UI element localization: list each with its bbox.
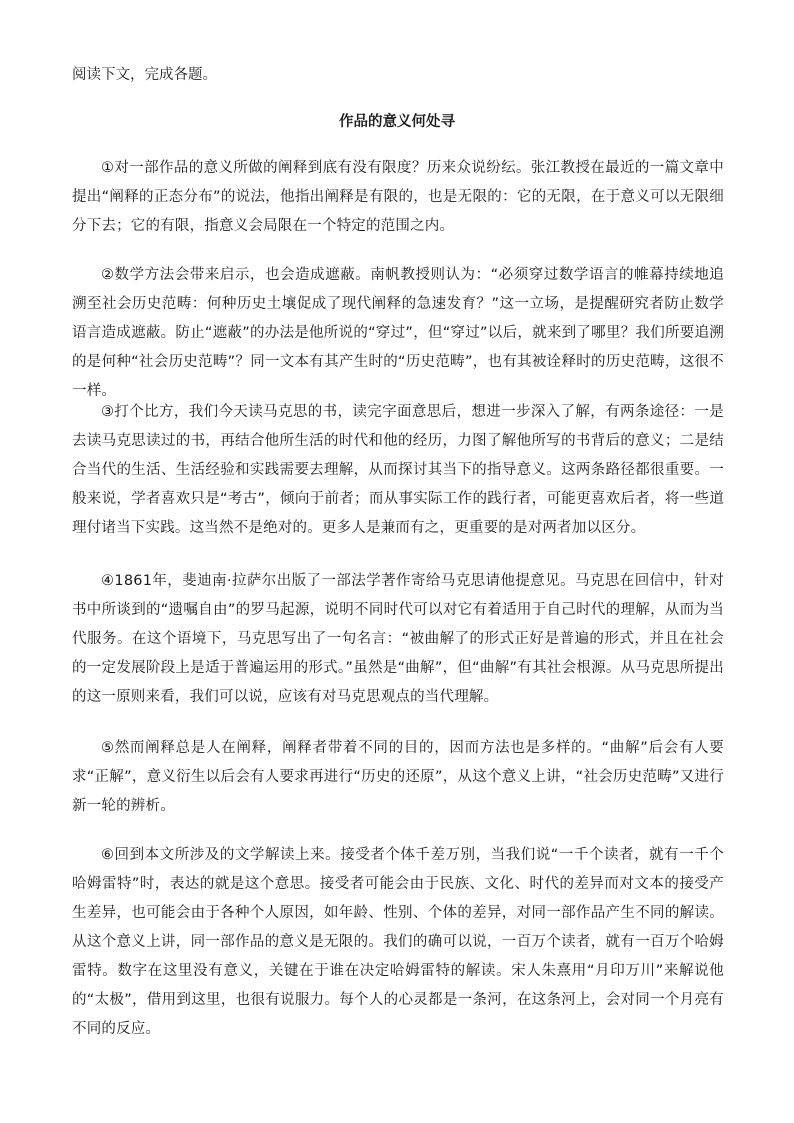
article-title: 作品的意义何处寻 bbox=[339, 114, 455, 130]
paragraph-3: ③打个比方，我们今天读马克思的书，读完字面意思后，想进一步深入了解，有两条途径：一是去读马克思读过的书，再结合他所生活的时代和他的经历，力图了解他所写的书背后的意义；二是结合当代的生活、生活经验和实践需要去理解，从而探讨其当下的指导意义。这两条路径都很重要。一般来说，学者喜欢只是“考古”，倾向于前者；而从事实际工作的践行者，可能更喜欢后者，将一些道理付诸当下实践。这当然不是绝对的。更多人是兼而有之，更重要的是对两者加以区分。 bbox=[72, 404, 724, 536]
paragraph-2: ②数学方法会带来启示，也会造成遮蔽。南帆教授则认为：“必须穿过数学语言的帷幕持续地追溯至社会历史范畴：何种历史土壤促成了现代阐释的急速发育？”这一立场，是提醒研究者防止数学语言造成遮蔽。防止“遮蔽”的办法是他所说的“穿过”，但“穿过”以后，就来到了哪里？我们所要追溯的是何种“社会历史范畴”？同一文本有其产生时的“历史范畴”，也有其被诠释时的历史范畴，这很不一样。 bbox=[72, 267, 724, 399]
paragraph-4: ④1861年，斐迪南·拉萨尔出版了一部法学著作寄给马克思请他提意见。马克思在回信中，针对书中所谈到的“遗嘱自由”的罗马起源，说明不同时代可以对它有着适用于自己时代的理解，从而为当代服务。在这个语境下，马克思写出了一句名言：“被曲解了的形式正好是普遍的形式，并且在社会的一定发展阶段上是适于普遍运用的形式。”虽然是“曲解”，但“曲解”有其社会根源。从马克思所提出的这一原则来看，我们可以说，应该有对马克思观点的当代理解。 bbox=[72, 573, 724, 705]
paragraph-1: ①对一部作品的意义所做的阐释到底有没有限度？历来众说纷纭。张江教授在最近的一篇文章中提出“阐释的正态分布”的说法，他指出阐释是有限的，也是无限的：它的无限，在于意义可以无限细分下去；它的有限，指意义会局限在一个特定的范围之内。 bbox=[72, 160, 724, 234]
paragraph-6: ⑥回到本文所涉及的文学解读上来。接受者个体千差万别，当我们说“一千个读者，就有一千个哈姆雷特”时，表达的就是这个意思。接受者可能会由于民族、文化、时代的差异而对文本的接受产生差异，也可能会由于各种个人原因，如年龄、性别、个体的差异，对同一部作品产生不同的解读。从这个意义上讲，同一部作品的意义是无限的。我们的确可以说，一百万个读者，就有一百万个哈姆雷特。数字在这里没有意义，关键在于谁在决定哈姆雷特的解读。宋人朱熹用“月印万川”来解说他的“太极”，借用到这里，也很有说服力。每个人的心灵都是一条河，在这条河上，会对同一个月亮有不同的反应。 bbox=[72, 847, 724, 1037]
paragraph-5: ⑤然而阐释总是人在阐释，阐释者带着不同的目的，因而方法也是多样的。“曲解”后会有人要求“正解”，意义衍生以后会有人要求再进行“历史的还原”，从这个意义上讲，“社会历史范畴”又进行新一轮的辨析。 bbox=[72, 740, 724, 814]
instruction-text: 阅读下文，完成各题。 bbox=[72, 67, 217, 83]
